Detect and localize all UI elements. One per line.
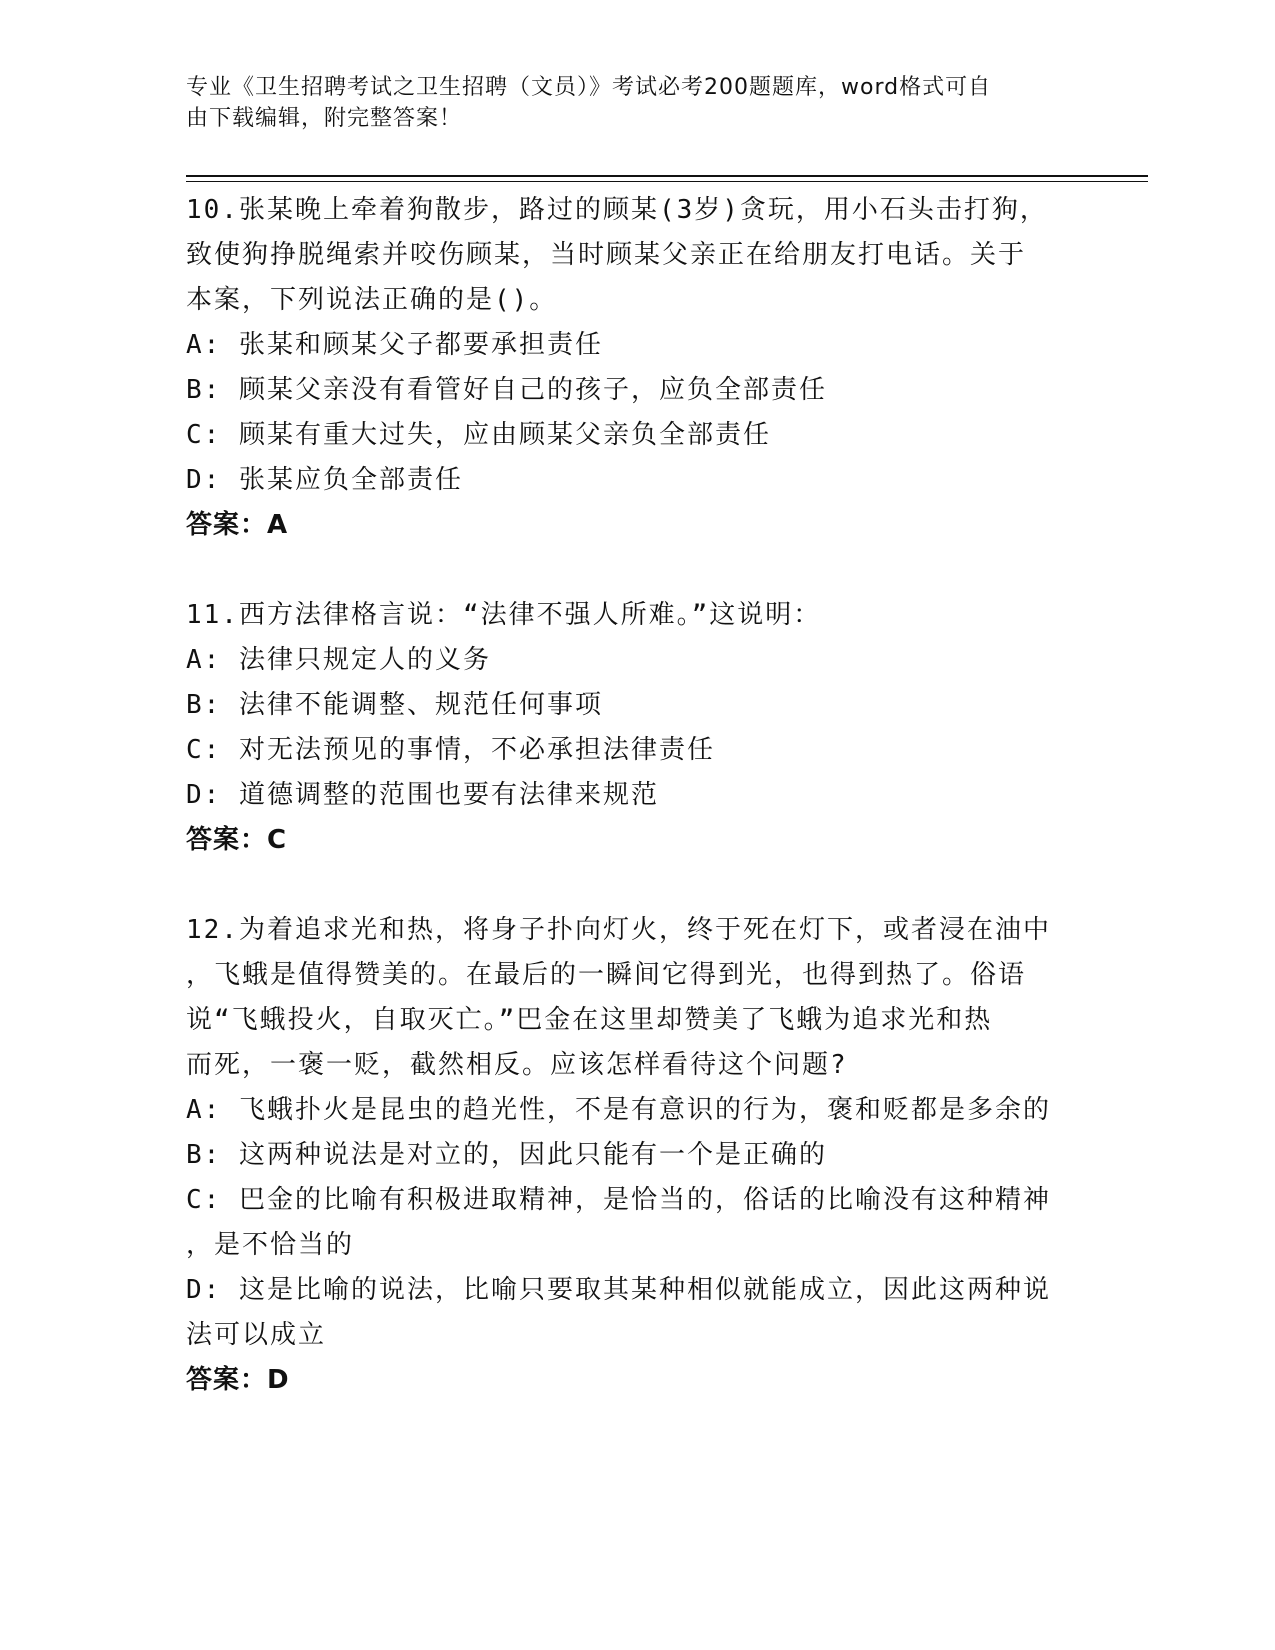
answer-label: 答案：D [186, 1365, 290, 1395]
question-stem-line: 致使狗挣脱绳索并咬伤顾某，当时顾某父亲正在给朋友打电话。关于 [186, 240, 1027, 270]
option-d: D: 张某应负全部责任 [186, 465, 463, 495]
question-item [186, 188, 1086, 548]
question-stem-line: ，飞蛾是值得赞美的。在最后的一瞬间它得到光，也得到热了。俗语 [186, 960, 1027, 990]
option-a: A: 张某和顾某父子都要承担责任 [186, 330, 603, 360]
answer-label: 答案：A [186, 510, 289, 540]
question-item [186, 593, 1086, 863]
question-list [186, 188, 1086, 1403]
header-line: 专业《卫生招聘考试之卫生招聘（文员）》考试必考200题题库，word格式可自 [186, 75, 992, 100]
document-header [186, 72, 1066, 134]
question-stem-line: 本案，下列说法正确的是()。 [186, 285, 558, 315]
option-b: B: 这两种说法是对立的，因此只能有一个是正确的 [186, 1140, 827, 1170]
question-stem-line: 说“飞蛾投火，自取灭亡。”巴金在这里却赞美了飞蛾为追求光和热 [186, 1005, 993, 1035]
option-d: D: 道德调整的范围也要有法律来规范 [186, 780, 659, 810]
option-b: B: 顾某父亲没有看管好自己的孩子，应负全部责任 [186, 375, 827, 405]
option-d-continued: 法可以成立 [186, 1320, 327, 1350]
question-stem-line: 12.为着追求光和热，将身子扑向灯火，终于死在灯下，或者浸在油中 [186, 915, 1051, 945]
question-stem-line: 11.西方法律格言说：“法律不强人所难。”这说明： [186, 600, 822, 630]
option-d: D: 这是比喻的说法，比喻只要取其某种相似就能成立，因此这两种说 [186, 1275, 1051, 1305]
option-a: A: 法律只规定人的义务 [186, 645, 491, 675]
option-c: C: 顾某有重大过失，应由顾某父亲负全部责任 [186, 420, 771, 450]
question-stem-line: 10.张某晚上牵着狗散步，路过的顾某(3岁)贪玩，用小石头击打狗， [186, 195, 1048, 225]
option-c-continued: ，是不恰当的 [186, 1230, 355, 1260]
header-line: 由下载编辑，附完整答案！ [186, 106, 463, 131]
option-c: C: 对无法预见的事情，不必承担法律责任 [186, 735, 715, 765]
header-divider [186, 175, 1148, 177]
question-stem-line: 而死，一褒一贬，截然相反。应该怎样看待这个问题? [186, 1050, 848, 1080]
option-c: C: 巴金的比喻有积极进取精神，是恰当的，俗话的比喻没有这种精神 [186, 1185, 1051, 1215]
question-item [186, 908, 1086, 1403]
option-b: B: 法律不能调整、规范任何事项 [186, 690, 603, 720]
option-a: A: 飞蛾扑火是昆虫的趋光性，不是有意识的行为，褒和贬都是多余的 [186, 1095, 1051, 1125]
header-divider [186, 181, 1148, 182]
answer-label: 答案：C [186, 825, 288, 855]
